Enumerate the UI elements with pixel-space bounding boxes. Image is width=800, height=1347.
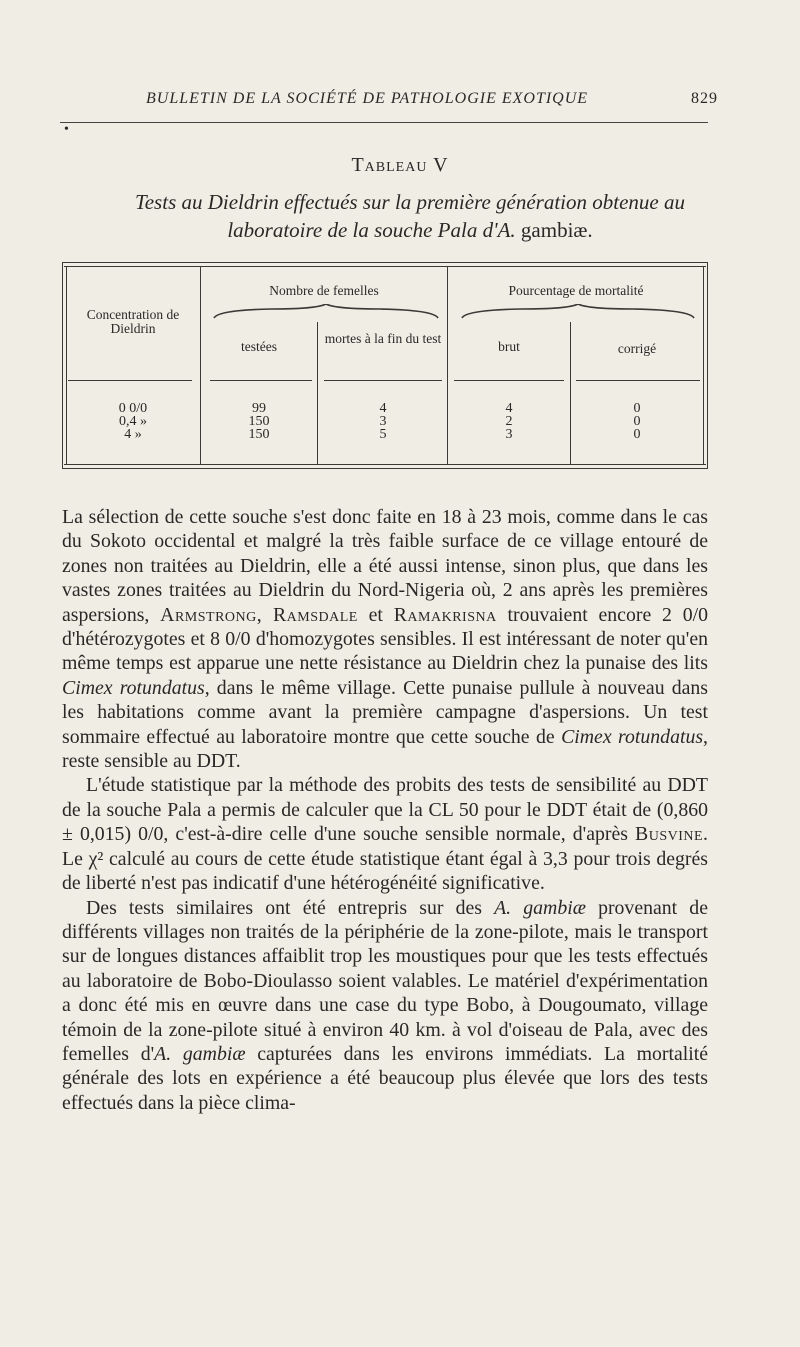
col-concentration xyxy=(72,402,194,441)
brace-nombre xyxy=(212,304,440,320)
col-brut xyxy=(450,402,568,441)
species-name: A. gambiæ xyxy=(494,896,586,919)
col-sep-2 xyxy=(447,266,448,465)
bullet-mark: • xyxy=(64,122,69,137)
head-corrige: corrigé xyxy=(617,341,657,356)
paragraph-1: La sélection de cette souche s'est donc faite en 18 à 23 mois, comme dans le cas du Sokoto occidental et malgré la très faible surface de ce village entouré de zones non traitées au Dieldrin, elle a été aussi intense, sinon plus, que dans les vastes zones traitées au Dieldrin du Nord-Nigeria où, 2 ans après les premières aspersions, Armstrong, Ramsdale et Ramakrisna trouvaient encore 2 0/0 d'hétérozygotes et 8 0/0 d'homozygotes sensibles. Il est intéressant de noter qu'en même temps est apparue une nette résistance au Dieldrin chez la punaise des lits Cimex rotundatus, dans le même village. Cette punaise pullule à nouveau dans les habitations comme avant la première campagne d'aspersions. Un test sommaire effectué au laboratoire montre que cette souche de Cimex rotundatus, reste sensible au DDT. xyxy=(62,506,709,773)
table-cell: 0 xyxy=(633,401,641,416)
header-rule xyxy=(60,122,708,123)
body-text xyxy=(62,505,708,1115)
table-cell: 3 xyxy=(505,427,513,442)
table-cell: 99 xyxy=(252,401,266,416)
table-border-top-outer xyxy=(62,262,708,263)
author-name: Ramakrisna xyxy=(393,603,497,626)
table-cell: 5 xyxy=(379,427,387,442)
species-name: A. gambiæ xyxy=(154,1042,246,1065)
col-corrige xyxy=(572,402,702,441)
table-border-left-outer xyxy=(62,262,63,469)
data-table xyxy=(62,262,708,468)
col-mortes xyxy=(320,402,446,441)
head-mortes: mortes à la fin du test xyxy=(324,331,442,346)
col-sep-1 xyxy=(200,266,201,465)
brace-pourcentage xyxy=(460,304,696,320)
table-border-left-inner xyxy=(66,266,67,465)
table-border-top-inner xyxy=(64,266,706,267)
species-name: Cimex rotundatus xyxy=(62,676,205,699)
head-rule-5 xyxy=(576,380,700,381)
table-cell: 3 xyxy=(379,414,387,429)
head-rule-4 xyxy=(454,380,564,381)
journal-title: BULLETIN DE LA SOCIÉTÉ DE PATHOLOGIE EXOTIQUE xyxy=(146,90,589,107)
head-nombre: Nombre de femelles xyxy=(269,283,379,298)
caption-species: gambiæ. xyxy=(520,218,593,242)
table-cell: 4 xyxy=(379,401,387,416)
author-name: Ramsdale xyxy=(272,603,358,626)
head-brut: brut xyxy=(498,339,520,354)
head-testees: testées xyxy=(241,339,277,354)
table-cell: 0 xyxy=(633,427,641,442)
table-cell: 0 xyxy=(633,414,641,429)
table-border-right-inner xyxy=(703,266,704,465)
table-cell: 4 » xyxy=(124,427,142,442)
table-cell: 2 xyxy=(505,414,513,429)
species-name: Cimex rotundatus xyxy=(561,725,704,748)
head-rule-2 xyxy=(210,380,312,381)
table-cell: 4 xyxy=(505,401,513,416)
table-caption xyxy=(90,188,730,244)
page-number: 829 xyxy=(691,90,718,107)
author-name: Busvine xyxy=(635,823,704,846)
head-concentration: Concentration de Dieldrin xyxy=(86,307,180,336)
table-cell: 0 0/0 xyxy=(118,401,148,416)
paragraph-2: L'étude statistique par la méthode des probits des tests de sensibilité au DDT de la souche Pala a permis de calculer que la CL 50 pour le DDT était de (0,860 ± 0,015) 0/0, c'est-à-dire celle d'une souche sensible normale, d'après Busvine. Le χ² calculé au cours de cette étude statistique étant égal à 3,3 pour trois degrés de liberté n'est pas indicatif d'une hétérogénéité significative. xyxy=(62,774,708,895)
col-testees xyxy=(202,402,316,441)
paragraph-3: Des tests similaires ont été entrepris sur des A. gambiæ provenant de différents villages non traités de la périphérie de la zone-pilote, mais le transport sur de longues distances affaiblit trop les moustiques pour que les tests effectués au laboratoire de Bobo-Dioulasso soient valables. Le matériel d'expérimentation a donc été mis en œuvre dans une case du type Bobo, à Dougoumato, village témoin de la zone-pilote situé à environ 40 km. à vol d'oiseau de Pala, avec des femelles d'A. gambiæ capturées dans les environs immédiats. La mortalité générale des lots en expérience a été beaucoup plus élevée que lors des tests effectués dans la pièce clima- xyxy=(62,896,709,1114)
table-border-bottom-inner xyxy=(64,464,706,465)
head-pourcentage: Pourcentage de mortalité xyxy=(508,283,644,298)
table-cell: 0,4 » xyxy=(119,414,147,429)
col-sep-4 xyxy=(570,322,571,465)
table-cell: 150 xyxy=(248,427,270,442)
table-cell: 150 xyxy=(248,414,270,429)
table-label: Tableau V xyxy=(351,154,449,176)
table-border-right-outer xyxy=(707,262,708,469)
author-name: Armstrong, xyxy=(160,603,263,626)
head-rule-1 xyxy=(68,380,192,381)
col-sep-3 xyxy=(317,322,318,465)
caption-text: Tests au Dieldrin effectués sur la première génération obtenue au laboratoire de la souche Pala d'A. xyxy=(134,190,685,242)
table-border-bottom-outer xyxy=(62,468,708,469)
head-rule-3 xyxy=(324,380,442,381)
